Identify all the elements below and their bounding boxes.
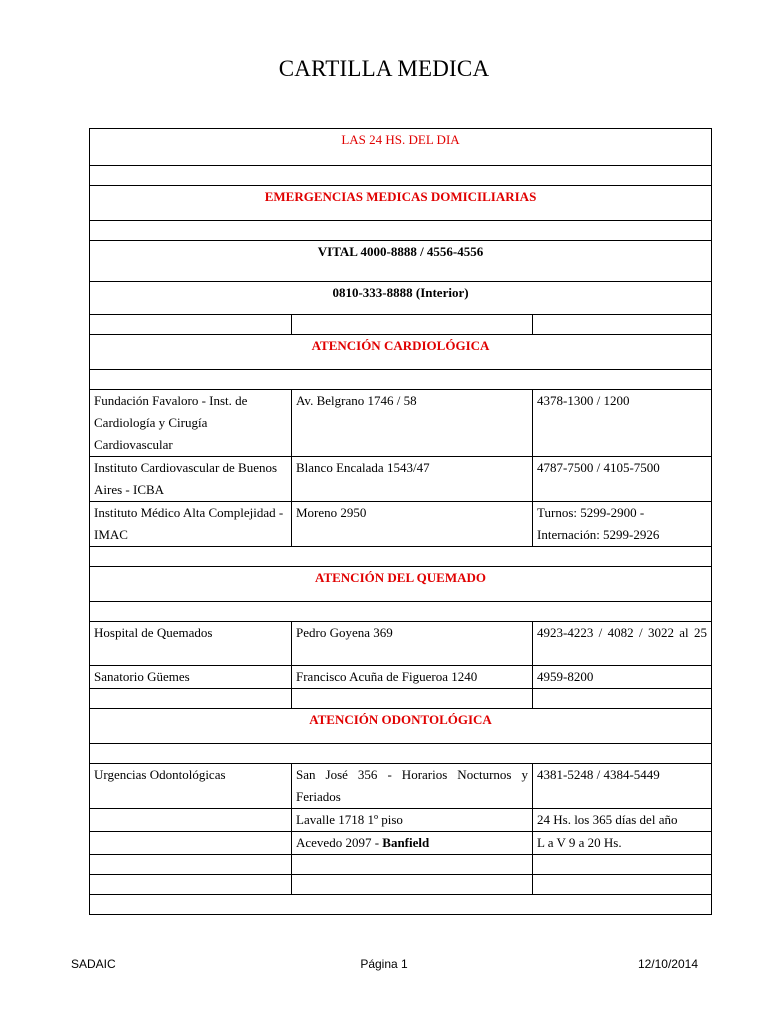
cartilla-table bbox=[89, 128, 712, 915]
spacer-row bbox=[90, 895, 712, 915]
spacer-row bbox=[90, 370, 712, 390]
spacer-row bbox=[90, 221, 712, 241]
quemado-name-cell: Sanatorio Güemes bbox=[90, 666, 292, 689]
odonto-phone-cell: 4381-5248 / 4384-5449 bbox=[533, 764, 712, 809]
footer-page-number: Página 1 bbox=[360, 957, 408, 971]
odonto-address-cell bbox=[292, 832, 533, 855]
spacer-row bbox=[90, 602, 712, 622]
empty-cell bbox=[90, 875, 292, 895]
empty-cell bbox=[90, 689, 292, 709]
cardio-name-cell: Instituto Médico Alta Complejidad - IMAC bbox=[90, 502, 292, 547]
cardio-phone-cell: Turnos: 5299-2900 - Internación: 5299-2926 bbox=[533, 502, 712, 547]
quemado-phone-cell: 4923-4223 / 4082 / 3022 al 25 bbox=[533, 622, 712, 666]
odonto-name-cell bbox=[90, 832, 292, 855]
spacer-row bbox=[90, 744, 712, 764]
cardio-name-cell: Fundación Favaloro - Inst. de Cardiología y Cirugía Cardiovascular bbox=[90, 390, 292, 457]
emergencias-heading: EMERGENCIAS MEDICAS DOMICILIARIAS bbox=[90, 186, 712, 221]
banner-24hs: LAS 24 HS. DEL DIA bbox=[90, 129, 712, 166]
interior-phone: 0810-333-8888 (Interior) bbox=[90, 282, 712, 315]
empty-cell bbox=[533, 875, 712, 895]
footer-date: 12/10/2014 bbox=[637, 957, 698, 971]
quemado-heading: ATENCIÓN DEL QUEMADO bbox=[90, 567, 712, 602]
cardio-phone-cell: 4787-7500 / 4105-7500 bbox=[533, 457, 712, 502]
spacer-row bbox=[90, 547, 712, 567]
empty-cell bbox=[292, 315, 533, 335]
odonto-phone-cell: 24 Hs. los 365 días del año bbox=[533, 809, 712, 832]
empty-cell bbox=[90, 315, 292, 335]
banfield-label: Banfield bbox=[382, 835, 430, 850]
quemado-address-cell: Francisco Acuña de Figueroa 1240 bbox=[292, 666, 533, 689]
empty-cell bbox=[533, 315, 712, 335]
odonto-name-cell bbox=[90, 809, 292, 832]
empty-cell bbox=[533, 689, 712, 709]
empty-cell bbox=[292, 855, 533, 875]
cardio-phone-cell: 4378-1300 / 1200 bbox=[533, 390, 712, 457]
quemado-name-cell: Hospital de Quemados bbox=[90, 622, 292, 666]
odontologia-heading: ATENCIÓN ODONTOLÓGICA bbox=[90, 709, 712, 744]
empty-cell bbox=[533, 855, 712, 875]
empty-cell bbox=[292, 875, 533, 895]
empty-cell bbox=[292, 689, 533, 709]
cardio-address-cell: Moreno 2950 bbox=[292, 502, 533, 547]
spacer-row bbox=[90, 166, 712, 186]
document-title: CARTILLA MEDICA bbox=[278, 56, 490, 81]
odonto-address-cell: San José 356 - Horarios Nocturnos y Feriados bbox=[292, 764, 533, 809]
cardio-address-cell: Blanco Encalada 1543/47 bbox=[292, 457, 533, 502]
vital-phone: VITAL 4000-8888 / 4556-4556 bbox=[90, 241, 712, 282]
quemado-phone-cell: 4959-8200 bbox=[533, 666, 712, 689]
footer-left: SADAIC bbox=[71, 957, 116, 971]
odonto-phone-cell: L a V 9 a 20 Hs. bbox=[533, 832, 712, 855]
empty-cell bbox=[90, 855, 292, 875]
quemado-address-cell: Pedro Goyena 369 bbox=[292, 622, 533, 666]
odonto-name-cell: Urgencias Odontológicas bbox=[90, 764, 292, 809]
cardiologia-heading: ATENCIÓN CARDIOLÓGICA bbox=[90, 335, 712, 370]
odonto-address-text: Acevedo 2097 - bbox=[296, 835, 383, 850]
odonto-address-cell: Lavalle 1718 1º piso bbox=[292, 809, 533, 832]
cardio-name-cell: Instituto Cardiovascular de Buenos Aires - ICBA bbox=[90, 457, 292, 502]
cardio-address-cell: Av. Belgrano 1746 / 58 bbox=[292, 390, 533, 457]
